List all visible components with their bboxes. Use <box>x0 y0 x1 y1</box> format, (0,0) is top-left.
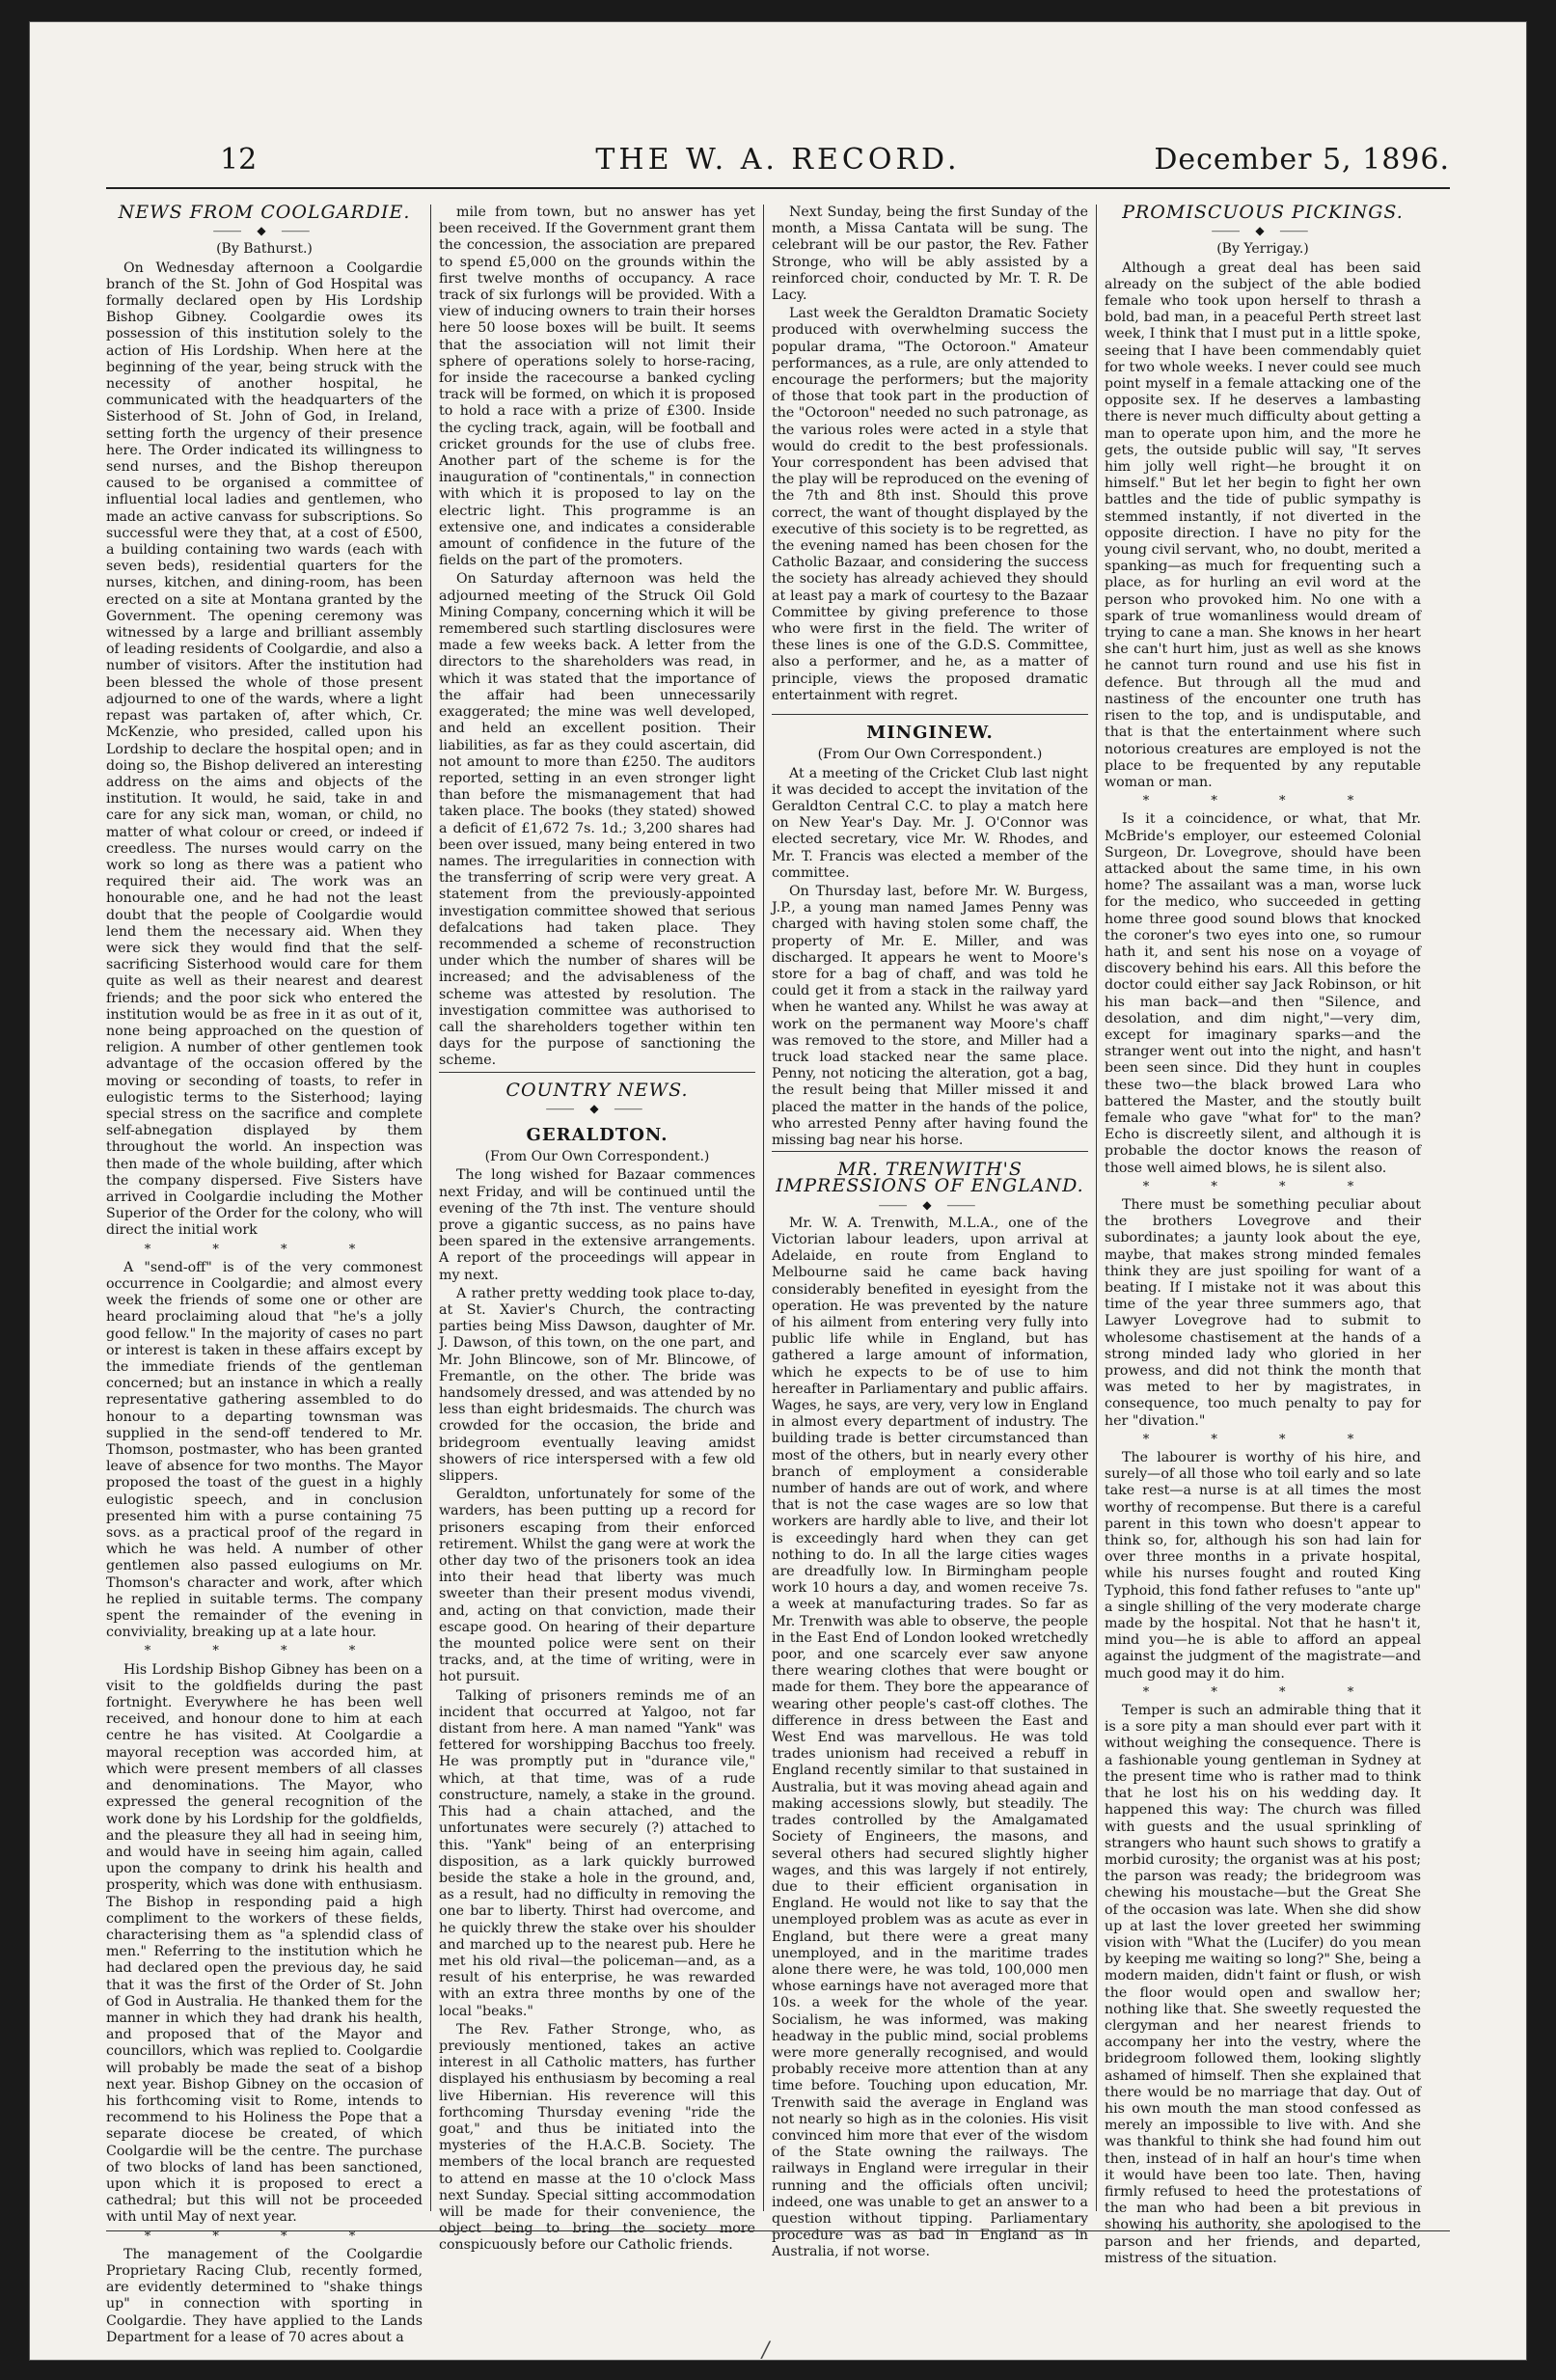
section-stars: * * * * <box>1142 1684 1383 1700</box>
article-paragraph: Is it a coincidence, or what, that Mr. McBride's employer, our esteemed Colonial Surgeon, Dr. Lovegrove, should have been attacked about the same time, in his own home? The assailant was a man, worse luck for the medico, who succeeded in getting home three good sound blows that knocked the coroner's two eyes into one, so rumour hath it, and sent his nose on a voyage of discovery behind his ears. All this before the doctor could either say Jack Robinson, or hit his man back—and then "Silence, and desolation, and dim night,"—very dim, except for imaginary sparks—and the stranger went out into the night, and hasn't been seen since. Did they hunt in couples these two—the black browed Lara who battered the Master, and the stoutly built female who gave "what for" to the man? Echo is discreetly silent, and although it is probable the doctor knows the reason of those well aimed blows, he is silent also. <box>1105 811 1421 1176</box>
column-rule <box>1096 205 1097 2211</box>
subheading-geraldton: GERALDTON. <box>526 1124 669 1145</box>
ornament-divider: ⸻ ◆ ⸻ <box>878 1197 982 1212</box>
byline: (By Bathurst.) <box>216 241 313 258</box>
section-stars: * * * * <box>1142 794 1383 809</box>
byline: (From Our Own Correspondent.) <box>817 747 1043 763</box>
column-3 <box>772 205 1088 2260</box>
section-stars: * * * * <box>144 1242 385 1257</box>
headline-country-news: COUNTRY NEWS. <box>439 1072 755 1099</box>
headline-promiscuous-pickings: PROMISCUOUS PICKINGS. <box>1122 202 1404 223</box>
column-1 <box>106 202 423 2345</box>
headline-news-from-coolgardie: NEWS FROM COOLGARDIE. <box>118 202 411 223</box>
newspaper-page <box>29 21 1527 2361</box>
section-stars: * * * * <box>144 2229 385 2244</box>
column-rule <box>763 205 764 2211</box>
article-paragraph: Mr. W. A. Trenwith, M.L.A., one of the Victorian labour leaders, upon arrival at Adelaide, en route from England to Melbourne said he came back having considerably benefited in eyesight from the operation. He was prevented by the nature of his ailment from entering very fully into public life while in England, but has gathered a large amount of information, which he expects to be of use to him hereafter in Parliamentary and public affairs. Wages, he says, are very, very low in England in almost every department of industry. The building trade is better circumstanced than most of the others, but in nearly every other branch of employment a considerable number of hands are out of work, and where that is not the case wages are so low that workers are hardly able to live, and their lot is exceedingly hard when they can get nothing to do. In all the large cities wages are dreadfully low. In Birmingham people work 10 hours a day, and women receive 7s. a week at manufacturing trades. So far as Mr. Trenwith was able to observe, the people in the East End of London looked wretchedly poor, and one scarcely ever saw anyone there wearing clothes that were bought or made for them. They bore the appearance of wearing other people's cast-off clothes. The difference in dress between the East and West End was marvellous. He was told trades unionism had received a rebuff in England recently similar to that sustained in Australia, but it was moving ahead again and making accessions slowly, but steadily. The trades controlled by the Amalgamated Society of Engineers, the masons, and several others had secured slightly higher wages, and this was largely if not entirely, due to their efficient organisation in England. He would not like to say that the unemployed problem was as acute as ever in England, but there were a great many unemployed, and in the maritime trades alone there were, he was told, 100,000 men whose earnings have not averaged more that 10s. a week for the whole of the year. Socialism, he was informed, was making headway in the public mind, social problems were more generally recognised, and would probably receive more attention than at any time before. Touching upon education, Mr. Trenwith said the average in England was not nearly so high as in the colonies. His visit convinced him more that ever of the wisdom of the State owning the railways. The railways in England were irregular in their running and the officials often uncivil; indeed, one was unable to get an answer to a question without tipping. Parliamentary procedure was as bad in England as in Australia, if not worse. <box>772 1215 1088 2260</box>
column-rule <box>430 205 431 2211</box>
section-stars: * * * * <box>144 1644 385 1659</box>
article-paragraph: Next Sunday, being the first Sunday of the month, a Missa Cantata will be sung. The celebrant will be our pastor, the Rev. Father Stronge, who will be ably assisted by a reinforced choir, conducted by Mr. T. R. De Lacy. <box>772 205 1088 304</box>
page-number: 12 <box>220 143 258 177</box>
section-stars: * * * * <box>1142 1432 1383 1447</box>
article-paragraph: On Thursday last, before Mr. W. Burgess, J.P., a young man named James Penny was charged with having stolen some chaff, the property of Mr. E. Miller, and was discharged. It appears he went to Moore's store for a bag of chaff, and was told he could get it from a stack in the railway yard when he wanted any. Whilst he was away at work on the permanent way Moore's chaff was removed to the store, and Miller had a truck load stacked near the same place. Penny, not noticing the alteration, got a bag, the result being that Miller missed it and placed the matter in the hands of the police, who arrested Penny after having found the missing bag near his horse. <box>772 883 1088 1148</box>
byline: (By Yerrigay.) <box>1216 241 1309 258</box>
article-paragraph: There must be something peculiar about the brothers Lovegrove and their subordinates; a jaunty look about the eye, maybe, that makes strong minded females think they are just spoiling for want of a beating. If I mistake not it was about this time of the year three summers ago, that Lawyer Lovegrove had to submit to wholesome chastisement at the hands of a strong minded lady who gloried in her prowess, and did not think the month that was meted to her by magistrates, in consequence, too much penalty to pay for her "divation." <box>1105 1196 1421 1429</box>
ornament-divider: ⸻ ◆ ⸻ <box>1211 224 1315 238</box>
byline: (From Our Own Correspondent.) <box>484 1149 710 1165</box>
section-stars: * * * * <box>1142 1179 1383 1194</box>
masthead <box>106 129 1450 189</box>
article-paragraph: On Saturday afternoon was held the adjourned meeting of the Struck Oil Gold Mining Company, concerning which it will be remembered such startling disclosures were made a few weeks back. A letter from the directors to the shareholders was read, in which it was stated that the importance of the affair had been unnecessarily exaggerated; the mine was well developed, and held an excellent position. Their liabilities, as far as they could ascertain, did not amount to more than £250. The auditors reported, setting in an even stronger light than before the mismanagement that had taken place. The books (they stated) showed a deficit of £1,672 7s. 1d.; 3,200 shares had been over issued, many being entered in two names. The irregularities in connection with the transferring of scrip were very great. A statement from the previously-appointed investigation committee showed that serious defalcations had taken place. They recommended a scheme of reconstruction under which the number of shares will be increased; and the advisableness of the scheme was attested by resolution. The investigation committee was authorised to call the shareholders together within ten days for the purpose of sanctioning the scheme. <box>439 571 755 1069</box>
bottom-rule <box>106 2230 1450 2231</box>
article-paragraph: Last week the Geraldton Dramatic Society produced with overwhelming success the popular drama, "The Octoroon." Amateur performances, as a rule, are only attended to encourage the performers; but the majority of those that took part in the production of the "Octoroon" needed no such patronage, as the various roles were acted in a style that would do credit to the best professionals. Your correspondent has been advised that the play will be reproduced on the evening of the 7th and 8th inst. Should this prove correct, the want of thought displayed by the executive of this society is to be regretted, as the evening named has been chosen for the Catholic Bazaar, and considering the success the society has already achieved they should at least pay a mark of courtesy to the Bazaar Committee by giving preference to those who were first in the field. The writer of these lines is one of the G.D.S. Committee, also a performer, and he, as a matter of principle, views the proposed dramatic entertainment with regret. <box>772 306 1088 703</box>
article-paragraph: The management of the Coolgardie Proprietary Racing Club, recently formed, are evidently determined to "shake things up" in connection with sporting in Coolgardie. They have applied to the Lands Department for a lease of 70 acres about a <box>106 2246 423 2345</box>
headline-trenwith-impressions: MR. TRENWITH'S IMPRESSIONS OF ENGLAND. <box>772 1151 1088 1194</box>
article-paragraph: The long wished for Bazaar commences next Friday, and will be continued until the evening of the 7th inst. The venture should prove a gigantic success, as no pains have been spared in the extensive arrangements. A report of the proceedings will appear in my next. <box>439 1167 755 1283</box>
article-paragraph: Geraldton, unfortunately for some of the warders, has been putting up a record for prisoners escaping from their enforced retirement. Whilst the gang were at work the other day two of the prisoners took an idea into their head that liberty was much sweeter than their present modus vivendi, and, acting on that conviction, made their escape good. On hearing of their departure the mounted police were sent on their tracks, and, at the time of writing, were in hot pursuit. <box>439 1487 755 1685</box>
ornament-divider: ⸻ ◆ ⸻ <box>212 224 316 238</box>
ornament-divider: ⸻ ◆ ⸻ <box>545 1101 649 1115</box>
column-4 <box>1105 202 1421 2266</box>
issue-date: December 5, 1896. <box>1154 143 1450 177</box>
article-paragraph: A rather pretty wedding took place to-day, at St. Xavier's Church, the contracting parties being Miss Dawson, daughter of Mr. J. Dawson, of this town, on the one part, and Mr. John Blincowe, son of Mr. Blincowe, of Fremantle, on the other. The bride was handsomely dressed, and was attended by no less than eight bridesmaids. The church was crowded for the occasion, the bride and bridegroom eventually leaving amidst showers of rice interspersed with a few old slippers. <box>439 1285 755 1485</box>
article-paragraph: Temper is such an admirable thing that it is a sore pity a man should ever part with it without weighing the consequence. There is a fashionable young gentleman in Sydney at the present time who is rather mad to think that he lost his on his wedding day. It happened this way: The church was filled with guests and the usual sprinkling of strangers who haunt such shows to gratify a morbid curosity; the organist was at his post; the parson was ready; the bridegroom was chewing his moustache—but the Great She of the occasion was late. When she did show up at last the lover greeted her swimming vision with "What the (Lucifer) do you mean by keeping me waiting so long?" She, being a modern maiden, didn't faint or flush, or wish the floor would open and swallow her; nothing like that. She sweetly requested the clergyman and her nearest friends to accompany her into the vestry, where the bridegroom followed them, looking slightly ashamed of himself. Then she explained that there would be no marriage that day. Out of his own mouth the man stood confessed as merely an impossible to live with. And she was thankful to think she had found him out then, instead of in half an hour's time when it would have been too late. Then, having firmly refused to heed the protestations of the man who had been a bit previous in showing his authority, she apologised to the parson and her friends, and departed, mistress of the situation. <box>1105 1703 1421 2266</box>
article-paragraph: The Rev. Father Stronge, who, as previously mentioned, takes an active interest in all Catholic matters, has further displayed his enthusiasm by becoming a real live Hibernian. His reverence will this forthcoming Thursday evening "ride the goat," and thus be initiated into the mysteries of the H.A.C.B. Society. The members of the local branch are requested to attend en masse at the 10 o'clock Mass next Sunday. Special sitting accommodation will be made for their convenience, the object being to bring the society more conspicuously before our Catholic friends. <box>439 2021 755 2254</box>
article-paragraph: His Lordship Bishop Gibney has been on a visit to the goldfields during the past fortnight. Everywhere he has been well received, and honour done to him at each centre he has visited. At Coolgardie a mayoral reception was accorded him, at which were present members of all classes and denominations. The Mayor, who expressed the general recognition of the work done by his Lordship for the goldfields, and the pleasure they all had in seeing him, and would have in seeing him again, called upon the company to drink his health and prosperity, which was done with enthusiasm. The Bishop in responding paid a high compliment to the workers of these fields, characterising them as "a splendid class of men." Referring to the institution which he had declared open the previous day, he said that it was the first of the Order of St. John of God in Australia. He thanked them for the manner in which they had drank his health, and proposed that of the Mayor and councillors, which was replied to. Coolgardie will probably be made the seat of a bishop next year. Bishop Gibney on the occasion of his forthcoming visit to Rome, intends to recommend to his Holiness the Pope that a separate diocese be created, of which Coolgardie will be the centre. The purchase of two blocks of land has been sanctioned, upon which it is proposed to erect a cathedral; but this will not be proceeded with until May of next year. <box>106 1661 423 2226</box>
article-paragraph: mile from town, but no answer has yet been received. If the Government grant them the concession, the association are prepared to spend £5,000 on the grounds within the first twelve months of occupancy. A race track of six furlongs will be provided. With a view of inducing owners to train their horses here 50 loose boxes will be built. It seems that the association will not limit their sphere of operations solely to horse-racing, for inside the racecourse a banked cycling track will be formed, on which it is proposed to hold a race with a prize of £300. Inside the cycling track, again, will be football and cricket grounds for the use of clubs free. Another part of the scheme is for the inauguration of "continentals," in connection with which it is proposed to lay on the electric light. This programme is an extensive one, and indicates a considerable amount of confidence in the future of the fields on the part of the promoters. <box>439 205 755 569</box>
article-paragraph: Talking of prisoners reminds me of an incident that occurred at Yalgoo, not far distant from here. A man named "Yank" was fettered for worshipping Bacchus too freely. He was promptly put in "durance vile," which, at that time, was of a rude constructure, namely, a stake in the ground. This had a chain attached, and the unfortunates were securely (?) attached to this. "Yank" being of an enterprising disposition, as a lark quickly burrowed beside the stake a hole in the ground, and, as a result, had no difficulty in removing the one bar to liberty. Thirst had overcome, and he quickly threw the stake over his shoulder and marched up to the nearest pub. Here he met his old rival—the policeman—and, as a result of his enterprise, he was rewarded with an extra three months by one of the local "beaks." <box>439 1687 755 2019</box>
article-paragraph: At a meeting of the Cricket Club last night it was decided to accept the invitation of the Geraldton Central C.C. to play a match here on New Year's Day. Mr. J. O'Connor was elected secretary, vice Mr. W. Rhodes, and Mr. T. Francis was elected a member of the committee. <box>772 765 1088 881</box>
article-paragraph: Although a great deal has been said already on the subject of the able bodied female who took upon herself to thrash a bold, bad man, in a peaceful Perth street last week, I think that I must put in a little spoke, seeing that I have been commendably quiet for two whole weeks. I never could see much point myself in a female attacking one of the opposite sex. If he deserves a lambasting there is never much difficulty about getting a man to operate upon him, and the more he gets, the outside public will say, "It serves him jolly well right—he brought it on himself." But let her begin to fight her own battles and the tide of public sympathy is stemmed instantly, if not diverted in the opposite direction. I have no pity for the young civil servant, who, no doubt, merited a spanking—as much for frequenting such a place, as for hurling an evil word at the person who provoked him. No one with a spark of true womanliness would dream of trying to cane a man. She knows in her heart she can't hurt him, just as well as she knows he cannot turn round and use his fist in defence. But through all the mud and nastiness of the encounter one truth has risen to the top, and is undisputable, and that is that the entertainment where such notorious creatures are employed is not the place to be frequented by any reputable woman or man. <box>1105 260 1421 790</box>
article-paragraph: A "send-off" is of the very commonest occurrence in Coolgardie; and almost every week the friends of some one or other are heard proclaiming aloud that "he's a jolly good fellow." In the majority of cases no part or interest is taken in these affairs except by the immediate friends of the gentleman concerned; but an instance in which a really representative gathering assembled to do honour to a departing townsman was supplied in the send-off tendered to Mr. Thomson, postmaster, who has been granted leave of absence for two months. The Mayor proposed the toast of the guest in a highly eulogistic speech, and in conclusion presented him with a purse containing 75 sovs. as a practical proof of the regard in which he was held. A number of other gentlemen also passed eulogiums on Mr. Thomson's character and work, after which he replied in suitable terms. The company spent the remainder of the evening in conviviality, breaking up at a late hour. <box>106 1259 423 1641</box>
paper-title: THE W. A. RECORD. <box>595 143 961 177</box>
article-paragraph: On Wednesday afternoon a Coolgardie branch of the St. John of God Hospital was formally declared open by His Lordship Bishop Gibney. Coolgardie owes its possession of this institution solely to the action of His Lordship. When here at the beginning of the year, being struck with the necessity of another hospital, he communicated with the headquarters of the Sisterhood of St. John of God, in Ireland, setting forth the urgency of their presence here. The Order indicated its willingness to send nurses, and the Bishop thereupon caused to be organised a committee of influential local ladies and gentlemen, who made an active canvass for subscriptions. So successful were they that, at a cost of £500, a building containing two wards (each with seven beds), residential quarters for the nurses, kitchen, and dining-room, has been erected on a site at Montana granted by the Government. The opening ceremony was witnessed by a large and brilliant assembly of leading residents of Coolgardie, and also a number of visitors. After the institution had been blessed the whole of those present adjourned to one of the wards, where a light repast was partaken of, after which, Cr. McKenzie, who presided, called upon his Lordship to declare the hospital open; and in doing so, the Bishop delivered an interesting address on the aims and objects of the institution. It would, he said, take in and care for any sick man, woman, or child, no matter of what colour or creed, or indeed if creedless. The nurses would carry on the work so long as there was a patient who required their aid. The work was an honourable one, and he had not the least doubt that the people of Coolgardie would lend them the necessary aid. When they were sick they would find that the self-sacrificing Sisterhood would care for them quite as well as their nearest and dearest friends; and the poor sick who entered the institution would be as free in it as out of it, none being approached on the question of religion. A number of other gentlemen took advantage of the occasion offered by the moving or seconding of toasts, to refer in eulogistic terms to the Sisterhood; laying special stress on the sacrifice and complete self-abnegation displayed by them throughout the world. An inspection was then made of the whole building, after which the company dispersed. Five Sisters have arrived in Coolgardie including the Mother Superior of the Order for the colony, who will direct the initial work <box>106 260 423 1239</box>
column-2 <box>439 205 755 2254</box>
subheading-minginew: MINGINEW. <box>772 714 1088 741</box>
article-paragraph: The labourer is worthy of his hire, and surely—of all those who toil early and so late take rest—a nurse is at all times the most worthy of recompense. But there is a careful parent in this town who doesn't appear to think so, for, although his son had lain for over three months in a private hospital, while his nurses fought and routed King Typhoid, this fond father refuses to "ante up" a single shilling of the very moderate charge made by the hospital. Not that he hasn't it, mind you—he is able to afford an appeal against the judgment of the magistrate—and much good may it do him. <box>1105 1450 1421 1682</box>
page-mark: / <box>762 2339 770 2363</box>
